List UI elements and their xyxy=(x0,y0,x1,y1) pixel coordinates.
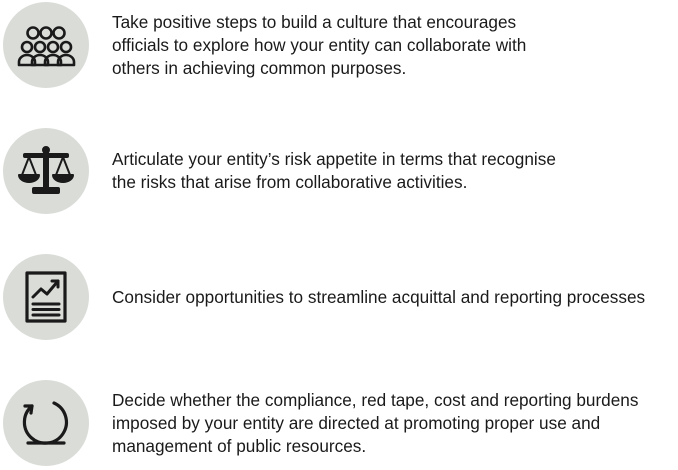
report-document-icon xyxy=(3,254,89,340)
item-text: Consider opportunities to streamline acquittal and reporting processes xyxy=(112,286,646,307)
list-item xyxy=(0,254,678,340)
item-text: Articulate your entity’s risk appetite in terms that recognise the risks that arise from collaborative activities. xyxy=(112,149,556,192)
list-item xyxy=(0,2,678,88)
item-text: Decide whether the compliance, red tape, cost and reporting burdens imposed by your entity are directed at promoting proper use and management of public resources. xyxy=(112,389,639,456)
item-text: Take positive steps to build a culture that encourages officials to explore how your entity can collaborate with others in achieving common purposes. xyxy=(112,11,527,78)
balance-scale-icon xyxy=(3,128,89,214)
list-item xyxy=(0,380,678,466)
people-group-icon xyxy=(3,2,89,88)
cycle-arrow-icon xyxy=(3,380,89,466)
list-item xyxy=(0,128,678,214)
